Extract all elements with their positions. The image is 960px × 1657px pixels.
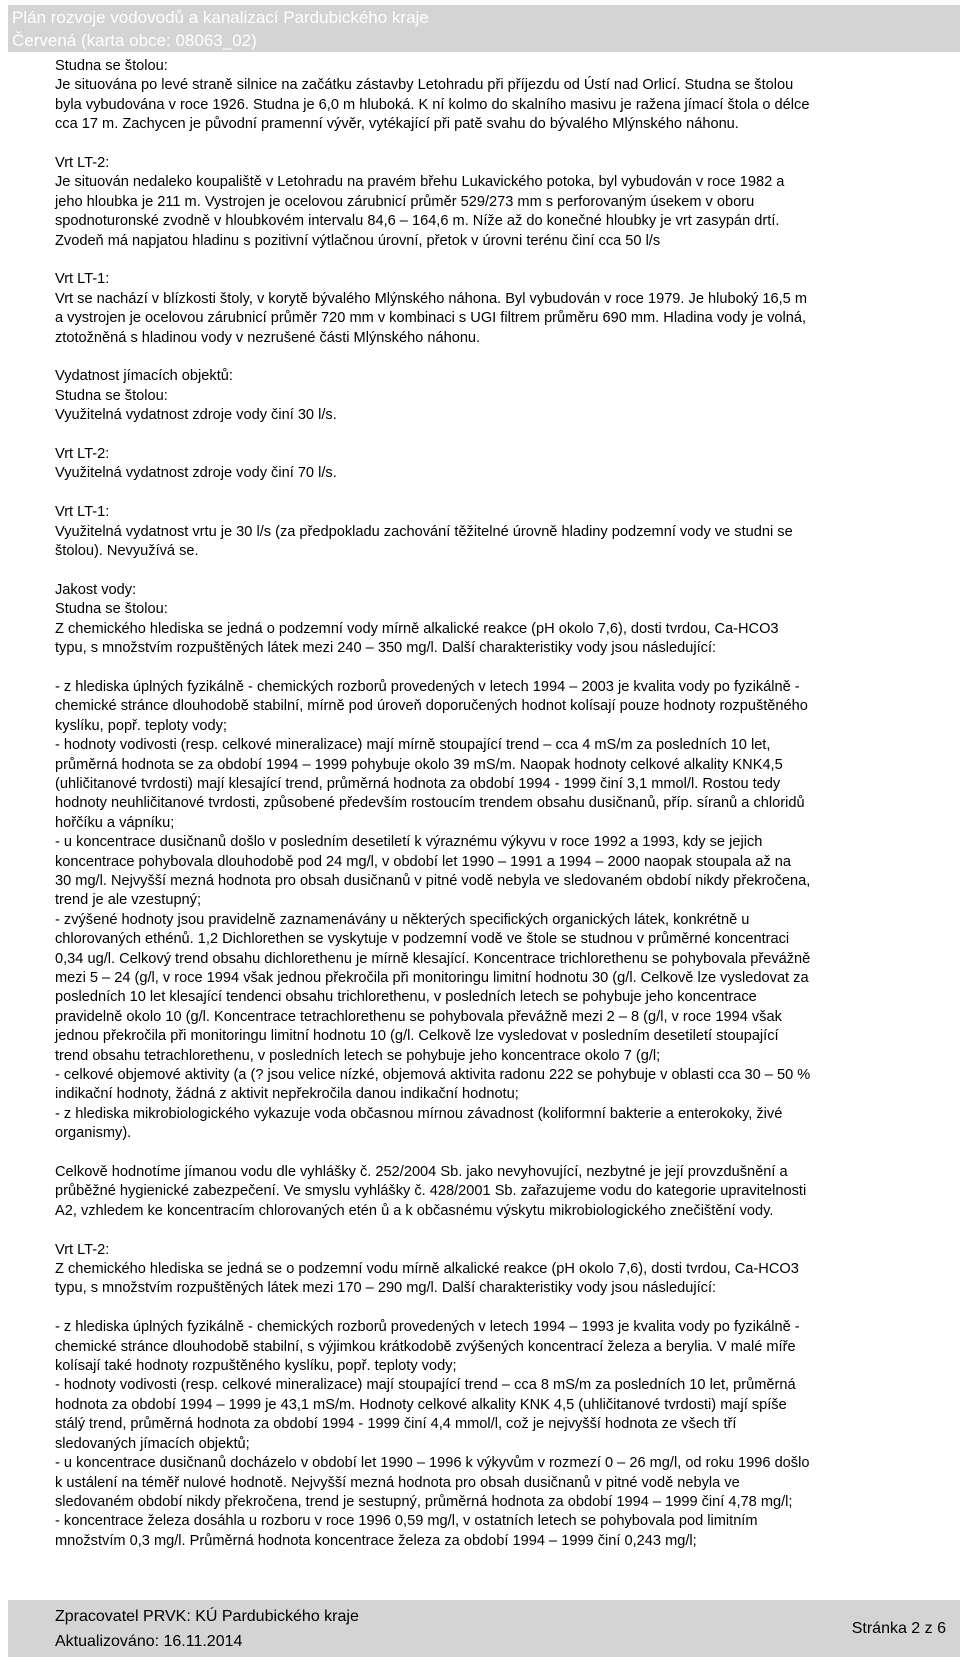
paragraph-yield-lt1: Vrt LT-1: Využitelná vydatnost vrtu je 30 l/s (za předpokladu zachování těžitelné úrovně hladiny podzemní vody ve studni se štolou). Nevyužívá se.: [55, 504, 793, 560]
page-footer: [8, 1600, 960, 1657]
paragraph-studna-situation: Studna se štolou: Je situována po levé straně silnice na začátku zástavby Letohradu při příjezdu od Ústí nad Orlicí. Studna se štolou byla vybudována v roce 1926. Studna je 6,0 m hluboká. K ní kolmo do skalního masivu je ražena jímací štola o délce cca 17 m. Zachycen je původní pramenní vývěr, vytékající při patě svahu do bývalého Mlýnského náhonu.: [55, 58, 810, 133]
page-header: [8, 5, 960, 52]
paragraph-quality-lt2-details: - z hlediska úplných fyzikálně - chemických rozborů provedených v letech 1994 – 1993 je kvalita vody po fyzikálně - chemické stránce dlouhodobě stabilní, s výjimkou krátkodobě zvýšených koncentrací železa a berylia. V malé míře kolísají také hodnoty rozpuštěného kyslíku, popř. teploty vody; - hodnoty vodivosti (resp. celkové mineralizace) mají stoupající trend – cca 8 mS/m za posledních 10 let, průměrná hodnota za období 1994 – 1999 je 43,1 mS/m. Hodnoty celkové alkality KNK 4,5 (uhličitanové tvrdosti) mají spíše stálý trend, průměrná hodnota za období 1994 - 1999 činí 4,4 mmol/l, což je nejvyšší hodnota ze všech tří sledovaných jímacích objektů; - u koncentrace dusičnanů docházelo v období let 1990 – 1996 k výkyvům v rozmezí 0 – 26 mg/l, od roku 1996 došlo k ustálení na téměř nulové hodnotě. Nejvyšší mezná hodnota pro obsah dusičnanů v pitné vodě nebyla ve sledovaném období nikdy překročena, trend je sestupný, průměrná hodnota za období 1994 – 1999 činí 4,78 mg/l; - koncentrace železa dosáhla u rozboru v roce 1996 0,59 mg/l, v ostatních letech se pohybovala pod limitním množstvím 0,3 mg/l. Průměrná hodnota koncentrace železa za období 1994 – 1999 činí 0,243 mg/l;: [55, 1319, 810, 1549]
paragraph-lt2-situation: Vrt LT-2: Je situován nedaleko koupaliště v Letohradu na pravém břehu Lukavického potoka, byl vybudován v roce 1982 a jeho hloubka je 211 m. Vystrojen je ocelovou zárubnicí průměr 529/273 mm s perforovaným úsekem v oboru spodnoturonské zvodně v hloubkovém intervalu 84,6 – 164,6 m. Níže až do konečné hloubky je vrt zasypán drtí. Zvodeň má napjatou hladinu s pozitivní výtlačnou úrovní, přetok v úrovni terénu činí cca 50 l/s: [55, 155, 785, 249]
paragraph-quality-studna-details: - z hlediska úplných fyzikálně - chemických rozborů provedených v letech 1994 – 2003 je kvalita vody po fyzikálně - chemické stránce dlouhodobě stabilní, mírně pod úroveň doporučených hodnot kolísají pouze hodnoty rozpuštěného kyslíku, popř. teploty vody; - hodnoty vodivosti (resp. celkové mineralizace) mají mírně stoupající trend – cca 4 mS/m za posledních 10 let, průměrná hodnota se za období 1994 – 1999 pohybuje okolo 39 mS/m. Naopak hodnoty celkové alkality KNK4,5 (uhličitanové tvrdosti) mají klesající trend, průměrná hodnota za období 1994 - 1999 činí 3,1 mmol/l. Rostou tedy hodnoty neuhličitanové tvrdosti, způsobené především rostoucím trendem obsahu dusičnanů, příp. síranů a chloridů hořčíku a vápníku; - u koncentrace dusičnanů došlo v posledním desetiletí k výraznému výkyvu v roce 1992 a 1993, kdy se jejich koncentrace pohybovala dlouhodobě pod 24 mg/l, v období let 1990 – 1991 a 1994 – 2000 naopak stoupala až na 30 mg/l. Nejvyšší mezná hodnota pro obsah dusičnanů v pitné vodě nebyla ve sledovaném období nikdy překročena, trend je ale vzestupný; - zvýšené hodnoty jsou pravidelně zaznamenávány u některých specifických organických látek, konkrétně u chlorovaných ethénů. 1,2 Dichlorethen se vyskytuje v podzemní vodě ve štole se studnou v průměrné koncentraci 0,34 ug/l. Celkový trend obsahu dichlorethenu je mírně klesající. Koncentrace trichlorethenu se pohybovala převážně mezi 5 – 24 (g/l, v roce 1994 však jednou překročila při monitoringu limitní hodnotu 30 (g/l. Celkově lze vysledovat za posledních 10 let klesající tendenci obsahu trichlorethenu, v posledních letech se pohybuje jeho koncentrace pravidelně okolo 10 (g/l. Koncentrace tetrachlorethenu se pohybovala převážně mezi 2 – 8 (g/l, v roce 1994 však jednou překročila při monitoringu limitní hodnotu 10 (g/l. Celkově lze vysledovat v posledním desetiletí stoupající trend obsahu tetrachlorethenu, v posledních letech se pohybuje jeho koncentrace okolo 7 (g/l; - celkové objemové aktivity (a (? jsou velice nízké, objemová aktivita radonu 222 se pohybuje v oblasti cca 30 – 50 % indikační hodnoty, žádná z aktivit nepřekročila danou indikační hodnotu; - z hlediska mikrobiologického vykazuje voda občasnou mírnou závadnost (koliformní bakterie a enterokoky, živé organismy).: [55, 678, 811, 1142]
footer-updated: Aktualizováno: 16.11.2014: [55, 1633, 243, 1650]
document-body: [55, 57, 950, 1571]
paragraph-yield-studna: Vydatnost jímacích objektů: Studna se štolou: Využitelná vydatnost zdroje vody činí 30 l/s.: [55, 368, 337, 424]
document-subtitle: Červená (karta obce: 08063_02): [12, 31, 257, 50]
document-title: Plán rozvoje vodovodů a kanalizací Pardubického kraje: [12, 8, 429, 27]
paragraph-quality-lt2-intro: Vrt LT-2: Z chemického hlediska se jedná se o podzemní vodu mírně alkalické reakce (pH okolo 7,6), dosti tvrdou, Ca-HCO3 typu, s množstvím rozpuštěných látek mezi 170 – 290 mg/l. Další charakteristiky vody jsou následující:: [55, 1241, 799, 1297]
paragraph-quality-conclusion: Celkově hodnotíme jímanou vodu dle vyhlášky č. 252/2004 Sb. jako nevyhovující, nezbytné je její provzdušnění a průběžné hygienické zabezpečení. Ve smyslu vyhlášky č. 428/2001 Sb. zařazujeme vodu do kategorie upravitelnosti A2, vzhledem ke koncentracím chlorovaných etén ů a k občasnému výskytu mikrobiologického znečištění vody.: [55, 1164, 807, 1219]
footer-author: Zpracovatel PRVK: KÚ Pardubického kraje: [55, 1608, 359, 1625]
page-number: Stránka 2 z 6: [851, 1620, 946, 1637]
paragraph-quality-intro: Jakost vody: Studna se štolou: Z chemického hlediska se jedná o podzemní vody mírně alkalické reakce (pH okolo 7,6), dosti tvrdou, Ca-HCO3 typu, s množstvím rozpuštěných látek mezi 240 – 350 mg/l. Další charakteristiky vody jsou následující:: [55, 581, 779, 657]
paragraph-lt1-situation: Vrt LT-1: Vrt se nachází v blízkosti štoly, v korytě bývalého Mlýnského náhona. Byl vybudován v roce 1979. Je hluboký 16,5 m a vystrojen je ocelovou zárubnicí průměr 720 mm v kombinaci s UGI filtrem průměru 690 mm. Hladina vody je volná, ztotožněná s hladinou vody v nezrušené části Mlýnského náhonu.: [55, 271, 807, 346]
paragraph-yield-lt2: Vrt LT-2: Využitelná vydatnost zdroje vody činí 70 l/s.: [55, 446, 337, 482]
